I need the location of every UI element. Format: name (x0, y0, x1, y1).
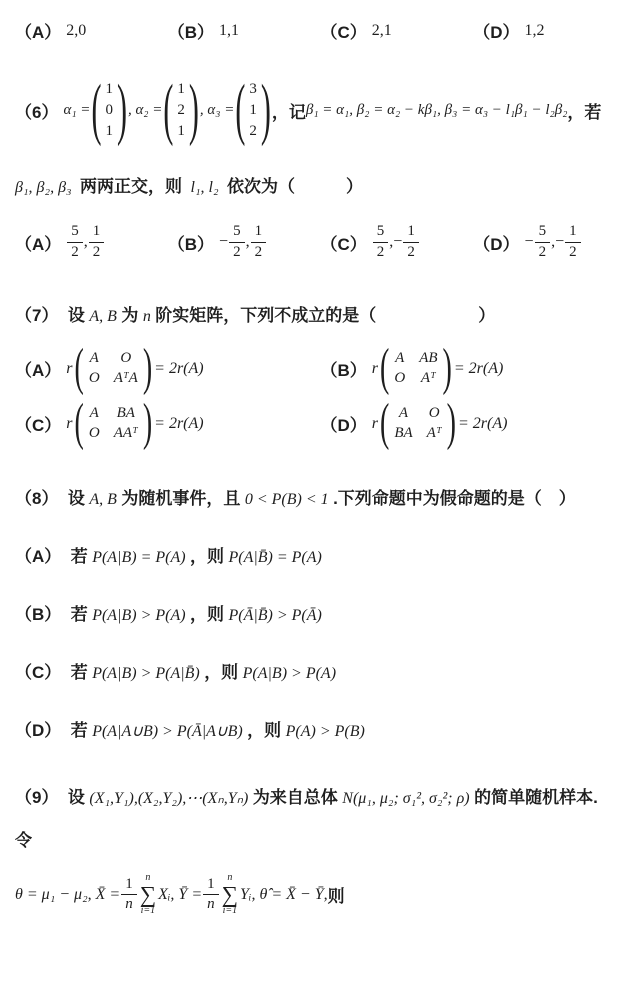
numerator: 5 (535, 223, 551, 243)
right-paren: ) (446, 394, 456, 452)
q8-option-c (15, 658, 626, 683)
hypothesis: P(A|B) = P(A) (92, 549, 186, 567)
q7-option-a (15, 339, 321, 397)
option-label: （C） (320, 23, 367, 42)
denominator: 2 (538, 243, 547, 260)
matrix-cell: O (428, 405, 440, 422)
denominator: 2 (407, 243, 415, 260)
option-value: 1,2 (524, 21, 545, 39)
q8-option-a (15, 542, 626, 567)
matrix-entries (389, 350, 442, 387)
vector-entry: 3 (249, 81, 257, 97)
matrix-cell: AᵀA (113, 370, 138, 387)
numerator: 1 (203, 876, 219, 896)
cn-then: ，则 (204, 663, 239, 683)
matrix-cell: O (120, 350, 132, 367)
option-label: （A） (15, 361, 62, 381)
left-paren: ( (74, 394, 84, 452)
left-paren: ( (380, 394, 390, 452)
q8-cn-random-event: 为随机事件，且 (121, 489, 241, 509)
option-label: （C） (15, 663, 62, 683)
prev-option-d (473, 18, 626, 43)
q8-option-d (15, 716, 626, 741)
theta-definition: θ = μ₁ − μ₂, X̄ = (15, 885, 121, 903)
hypothesis: P(A|B) > P(A|B̄) (92, 665, 200, 683)
matrix-cell: AAᵀ (113, 425, 138, 442)
numerator: 1 (251, 223, 267, 243)
numerator: 5 (373, 223, 389, 243)
q8-cn-she: 设 (67, 489, 85, 509)
vector-entry: 1 (177, 81, 185, 97)
summation-operator (222, 873, 238, 916)
alpha3-vector-entries (245, 79, 261, 142)
cn-if: 若 (70, 663, 88, 683)
q8-events-ab: A, B (89, 491, 117, 509)
option-label: （C） (320, 234, 367, 254)
fraction-one-over-n (121, 876, 137, 914)
left-paren: ( (163, 71, 174, 148)
denominator: n (207, 896, 215, 913)
fraction (403, 223, 419, 261)
left-paren: ( (74, 339, 84, 397)
sigma-symbol: ∑ (221, 882, 239, 908)
question-6-options-row (15, 223, 626, 261)
matrix-entries (389, 405, 446, 442)
block-matrix (380, 394, 456, 452)
hypothesis: P(A|A∪B) > P(Ā|A∪B) (92, 723, 243, 741)
numerator: 5 (229, 223, 245, 243)
cn-then: ，则 (247, 721, 282, 741)
q8-prob-bound: 0 < P(B) < 1 (244, 491, 329, 509)
question-7-options-row-1 (15, 339, 626, 397)
option-label: （A） (15, 547, 62, 567)
q6-cn-ruo: ，若 (567, 103, 602, 122)
denominator: 2 (569, 243, 577, 260)
rank-r: r (371, 359, 379, 377)
option-label: （B） (167, 234, 215, 254)
cn-if: 若 (70, 721, 88, 741)
denominator: 2 (233, 243, 241, 260)
prev-option-a (15, 18, 168, 43)
question-7-number: （7） (15, 306, 59, 326)
numerator: 1 (565, 223, 581, 243)
block-matrix (74, 339, 153, 397)
vector-entry: 1 (249, 102, 257, 118)
numerator: 1 (121, 876, 137, 896)
question-7-stem (15, 301, 626, 326)
vector-entry: 2 (249, 123, 257, 139)
denominator: 2 (254, 243, 263, 260)
q7-cn-wei: 为 (121, 306, 139, 326)
question-6-condition (15, 172, 626, 197)
left-paren: ( (380, 339, 390, 397)
cn-if: 若 (70, 605, 88, 625)
option-label: （A） (15, 234, 62, 254)
question-9-stem (15, 783, 626, 808)
cn-if: 若 (70, 547, 88, 567)
right-paren: ) (142, 394, 153, 452)
fraction (565, 223, 581, 261)
matrix-cell: A (395, 350, 405, 367)
conclusion: P(A|B) > P(A) (242, 665, 337, 683)
q9-cn-population: 为来自总体 (252, 788, 338, 808)
q9-let-line (15, 826, 626, 851)
matrix-cell: BA (116, 405, 135, 422)
block-matrix (74, 394, 153, 452)
equals-2rA: = 2r(A) (453, 359, 504, 377)
fraction (251, 223, 267, 261)
matrix-cell: A (398, 405, 409, 422)
equals-2rA: = 2r(A) (154, 414, 204, 432)
q9-sample-pairs: (X₁,Y₁),(X₂,Y₂),⋯(Xₙ,Yₙ) (89, 790, 249, 808)
q6-cn-ji: ，记 (271, 103, 306, 122)
cn-then: ，则 (190, 547, 225, 567)
right-paren: ) (142, 339, 153, 397)
comma: , (551, 233, 556, 251)
alpha3-vector (235, 71, 271, 148)
xbar-ybar-part: Xᵢ, Ȳ = (158, 885, 203, 903)
summation-operator (140, 873, 156, 916)
cn-then-end: 则 (327, 887, 345, 907)
q9-cn-ling: 令 (15, 831, 32, 851)
right-paren: ) (116, 71, 127, 148)
matrix-entries (84, 405, 143, 442)
matrix-cell: O (88, 370, 100, 387)
alpha2-lhs: , α₂ = (127, 102, 163, 118)
right-paren: ) (260, 71, 271, 148)
option-label: （B） (320, 361, 367, 381)
prev-option-b (168, 18, 321, 43)
option-label: （D） (473, 23, 520, 42)
sum-upper-limit: n (145, 872, 151, 884)
q7-order-n: n (142, 308, 151, 326)
alpha2-vector (163, 71, 199, 148)
comma: , (83, 233, 88, 251)
numerator: 1 (89, 223, 105, 243)
question-8-number: （8） (15, 489, 59, 509)
sum-lower-limit: i=1 (140, 905, 156, 917)
denominator: 2 (92, 243, 101, 260)
prev-question-options-row (15, 18, 626, 43)
option-value: 1,1 (219, 21, 240, 39)
rank-r: r (66, 359, 73, 377)
q7-option-b (320, 339, 627, 397)
q6-beta-definitions: β₁ = α₁, β₂ = α₂ − kβ₁, β₃ = α₃ − l₁β₁ − l₂β₂ (305, 102, 568, 118)
q9-cn-she: 设 (67, 788, 85, 808)
q7-question-text: 阶实矩阵，下列不成立的是（ ） (155, 306, 496, 326)
fraction (89, 223, 105, 261)
denominator: 2 (376, 243, 385, 260)
vector-entry: 1 (177, 123, 185, 139)
vector-entry: 1 (105, 81, 113, 97)
matrix-cell: Aᵀ (420, 370, 436, 387)
q6-orthogonal-text: 两两正交，则 (80, 177, 183, 196)
matrix-entries (84, 350, 143, 387)
alpha3-lhs: , α₃ = (199, 102, 235, 118)
numerator: 1 (403, 223, 419, 243)
vector-entry: 1 (105, 123, 113, 139)
matrix-cell: A (89, 350, 99, 367)
fraction (535, 223, 551, 261)
q6-in-order-text: 依次为（ ） (226, 177, 363, 196)
numerator: 5 (67, 223, 83, 243)
denominator: 2 (71, 243, 79, 260)
conclusion: P(Ā|B̄) > P(Ā) (228, 607, 322, 625)
q6-option-b (168, 223, 321, 261)
equals-2rA: = 2r(A) (457, 414, 508, 432)
q7-matrices-ab: A, B (89, 308, 117, 326)
sum-upper-limit: n (227, 872, 233, 884)
theta-hat-definition: Yᵢ, θ̂ = X̄ − Ȳ, (240, 885, 328, 903)
q6-l-values: l₁, l₂ (186, 179, 223, 196)
q9-formula-line (15, 873, 626, 916)
q6-option-d (473, 223, 626, 261)
comma: , (245, 233, 250, 251)
rank-r: r (66, 414, 73, 432)
option-label: （B） (15, 605, 62, 625)
fraction (229, 223, 245, 261)
alpha1-vector-entries (101, 79, 117, 142)
option-value: 2,1 (371, 21, 392, 39)
question-6-stem (15, 71, 626, 148)
option-value: 2,0 (66, 21, 87, 39)
question-6-number: （6） (15, 103, 59, 122)
alpha2-vector-entries (173, 79, 189, 142)
matrix-cell: AB (419, 350, 438, 367)
option-label: （D） (15, 721, 62, 741)
right-paren: ) (188, 71, 199, 148)
comma: , (389, 233, 394, 251)
option-label: （D） (320, 416, 367, 436)
rank-r: r (371, 414, 379, 432)
equals-2rA: = 2r(A) (154, 359, 204, 377)
block-matrix (380, 339, 452, 397)
q7-option-d (320, 394, 627, 452)
option-label: （B） (167, 23, 215, 42)
sum-lower-limit: i=1 (222, 905, 238, 917)
option-label: （C） (15, 416, 62, 436)
vector-entry: 0 (105, 102, 113, 118)
q7-option-c (15, 394, 321, 452)
cn-then: ，则 (190, 605, 225, 625)
fraction-one-over-n (203, 876, 219, 914)
q6-option-a (15, 223, 168, 261)
hypothesis: P(A|B) > P(A) (92, 607, 186, 625)
question-7-options-row-2 (15, 394, 626, 452)
q9-cn-sample-text: 的简单随机样本. (474, 788, 598, 808)
option-label: （D） (473, 234, 520, 254)
q8-option-b (15, 600, 626, 625)
prev-option-c (321, 18, 474, 43)
right-paren: ) (442, 339, 452, 397)
option-label: （A） (15, 23, 62, 42)
denominator: n (125, 896, 133, 913)
sigma-symbol: ∑ (139, 882, 157, 908)
alpha1-lhs: α₁ = (63, 102, 91, 118)
left-paren: ( (91, 71, 102, 148)
matrix-cell: O (88, 425, 100, 442)
sign: − (219, 233, 229, 251)
sign: − (524, 233, 534, 251)
conclusion: P(A) > P(B) (285, 723, 365, 741)
sign: − (393, 233, 403, 251)
left-paren: ( (235, 71, 246, 148)
q8-question-text: .下列命题中为假命题的是（ ） (333, 489, 576, 509)
alpha1-vector (91, 71, 127, 148)
matrix-cell: Aᵀ (426, 425, 442, 442)
matrix-cell: O (394, 370, 406, 387)
q9-normal-dist: N(μ₁, μ₂; σ₁², σ₂²; ρ) (342, 790, 470, 808)
vector-entry: 2 (177, 102, 185, 118)
fraction (373, 223, 389, 261)
q7-cn-she: 设 (67, 306, 85, 326)
q6-betas: β₁, β₂, β₃ (15, 179, 76, 196)
question-9-number: （9） (15, 788, 59, 808)
question-8-stem (15, 484, 626, 509)
fraction (67, 223, 83, 261)
conclusion: P(A|B̄) = P(A) (228, 549, 322, 567)
matrix-cell: A (89, 405, 99, 422)
q6-option-c (321, 223, 474, 261)
sign: − (555, 233, 565, 251)
matrix-cell: BA (394, 425, 413, 442)
